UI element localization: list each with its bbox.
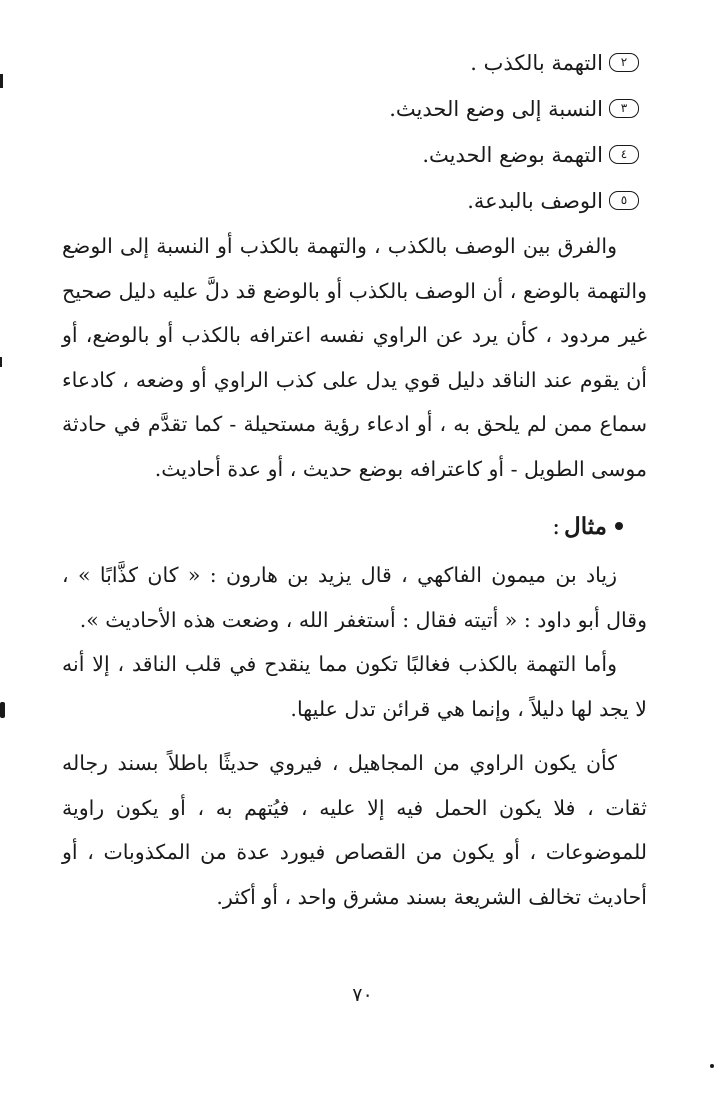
numbered-list [62, 40, 647, 224]
list-item-text: النسبة إلى وضع الحديث. [389, 97, 603, 121]
list-item [62, 132, 647, 178]
list-item-text: التهمة بالكذب . [470, 51, 603, 75]
list-number-badge: ٢ [609, 53, 639, 72]
list-item [62, 178, 647, 224]
list-item [62, 86, 647, 132]
example-heading [62, 501, 647, 553]
bullet-icon [615, 522, 623, 530]
list-number-badge: ٤ [609, 145, 639, 164]
paragraph-difference: والفرق بين الوصف بالكذب ، والتهمة بالكذب أو النسبة إلى الوضع والتهمة بالوضع ، أن الوصف بالكذب أو بالوضع قد دلَّ عليه دليل صحيح غير مردود ، كأن يرد عن الراوي نفسه اعترافه بالكذب أو بالوضع، أو أن يقوم عند الناقد دليل قوي يدل على كذب الراوي أو وضعه ، كادعاء سماع ممن لم يلحق به ، أو ادعاء رؤية مستحيلة - كما تقدَّم في حادثة موسى الطويل - أو كاعترافه بوضع حديث ، أو عدة أحاديث. [62, 234, 647, 481]
list-item-text: التهمة بوضع الحديث. [422, 143, 603, 167]
paragraph-suspicion: وأما التهمة بالكذب فغالبًا تكون مما ينقدح في قلب الناقد ، إلا أنه لا يجد لها دليلاً ، وإنما هي قرائن تدل عليها. [62, 652, 647, 721]
scan-edge-mark [0, 702, 5, 718]
scan-edge-mark [0, 74, 3, 88]
example-heading-text: مثال [564, 513, 607, 540]
page-number: ٧٠ [352, 984, 373, 1006]
scan-edge-mark [710, 1064, 714, 1068]
paragraph-unknown-narrator: كأن يكون الراوي من المجاهيل ، فيروي حديثًا باطلاً بسند رجاله ثقات ، فلا يكون الحمل فيه إلا عليه ، فيُتهم به ، أو يكون راوية للموضوعات ، أو يكون من القصاص فيورد عدة من المكذوبات ، أو أحاديث تخالف الشريعة بسند مشرق واحد ، أو أكثر. [62, 751, 647, 909]
list-item-text: الوصف بالبدعة. [467, 189, 603, 213]
list-number-badge: ٥ [609, 191, 639, 210]
list-number-badge: ٣ [609, 99, 639, 118]
scan-edge-mark [0, 357, 2, 367]
list-item [62, 40, 647, 86]
paragraph-example: زياد بن ميمون الفاكهي ، قال يزيد بن هارون : « كان كذَّابًا » ، وقال أبو داود : « أتيته فقال : أستغفر الله ، وضعت هذه الأحاديث ». [62, 563, 647, 632]
page-content [62, 40, 647, 919]
example-heading-colon: : [552, 514, 561, 540]
